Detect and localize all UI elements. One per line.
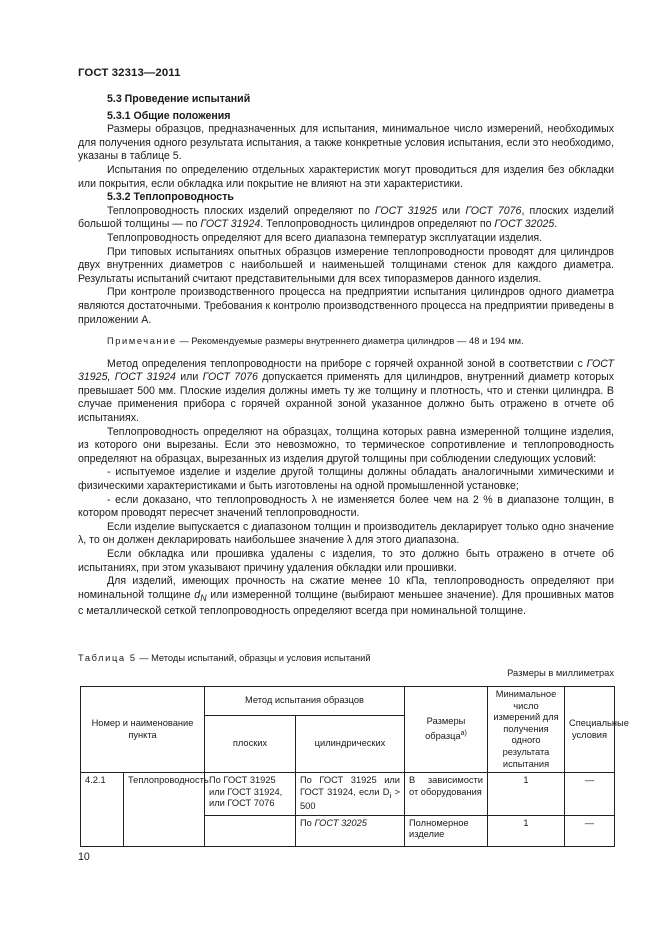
table-header-row bbox=[81, 687, 615, 716]
note bbox=[78, 335, 614, 349]
paragraph: Если обкладка или прошивка удалены с изделия, то это должно быть отражено в отчете об испытаниях, при этом указывают причину удаления обкладки или прошивки. bbox=[78, 548, 614, 574]
paragraph: Размеры образцов, предназначенных для испытания, минимальное число измерений, необходимых для получения одного результата испытания, а также конкретные условия испытания, если это необходимо, указаны в таблице 5. bbox=[78, 123, 614, 163]
table-units: Размеры в миллиметрах bbox=[507, 668, 614, 678]
document-body bbox=[78, 93, 614, 619]
variable-subscript: N bbox=[200, 592, 207, 603]
header-flat: плоских bbox=[205, 716, 296, 773]
cell-cyl-method: По ГОСТ 31925 или ГОСТ 31924, если $D_i > 500$ bbox=[296, 773, 405, 816]
standard-ref: ГОСТ 7076 bbox=[202, 371, 258, 384]
paragraph: Теплопроводность плоских изделий определяют по ГОСТ 31925 или ГОСТ 7076, плоских изделий большой толщины — по ГОСТ 31924. Теплопроводность цилиндров определяют по ГОСТ 32025. bbox=[78, 204, 614, 231]
paragraph: Испытания по определению отдельных характеристик могут проводиться для изделия без обкладки или покрытия, если обкладка или покрытие не влияют на эти характеристики. bbox=[78, 163, 614, 190]
methods-table bbox=[80, 686, 629, 847]
list-item: - испытуемое изделие и изделие другой толщины должны обладать аналогичными химическими и физическими характеристиками и быть изготовлены на одной промышленной установке; bbox=[78, 466, 614, 493]
cell-cyl-method: По ГОСТ 32025 bbox=[296, 815, 405, 846]
list-item: - если доказано, что теплопроводность λ не изменяется более чем на 2 % в диапазоне толщин, в котором проводят пересчет значений теплопроводности. bbox=[78, 493, 614, 520]
standard-ref: ГОСТ 31925 bbox=[375, 204, 438, 217]
table-caption-label: Таблица 5 bbox=[78, 653, 137, 663]
table-row bbox=[81, 773, 615, 816]
header-item: Номер и наименование пункта bbox=[81, 687, 205, 773]
header-method: Метод испытания образцов bbox=[205, 687, 405, 716]
cell-min-measurements: 1 bbox=[488, 773, 565, 816]
header-size: Размеры образца$^{а)}$ bbox=[405, 687, 488, 773]
paragraph: При контроле производственного процесса на предприятии испытания цилиндров одного диаметра являются достаточными. Требования к контролю производственного процесса на предприятии приведены в приложении А. bbox=[78, 286, 614, 326]
section-title-5-3-2: 5.3.2 Теплопроводность bbox=[107, 191, 234, 204]
note-label: Примечание bbox=[107, 336, 177, 347]
paragraph: Теплопроводность определяют для всего диапазона температур эксплуатации изделия. bbox=[107, 231, 543, 244]
paragraph: При типовых испытаниях опытных образцов измерение теплопроводности проводят для цилиндров двух внутренних диаметров с наибольшей и наименьшей толщинами стенок для каждого диаметра. Результаты испытаний считают представительными для всех типоразмеров данного изделия. bbox=[78, 245, 614, 285]
page-number: 10 bbox=[78, 851, 90, 863]
variable-d: d bbox=[194, 588, 201, 601]
standard-ref: ГОСТ 7076 bbox=[465, 204, 522, 217]
header-cylindrical: цилиндрических bbox=[296, 716, 405, 773]
section-title-5-3: 5.3 Проведение испытаний bbox=[107, 93, 251, 105]
table-caption bbox=[78, 653, 371, 663]
standard-ref: ГОСТ 32025 bbox=[314, 817, 367, 828]
paragraph: Если изделие выпускается с диапазоном толщин и производитель декларирует только одно значение λ, то он должен декларировать наибольшее значение λ для этого диапазона. bbox=[78, 520, 614, 547]
cell-special-conditions: — bbox=[565, 815, 615, 846]
paragraph: Теплопроводность определяют на образцах, толщина которых равна измеренной толщине изделия, из которого они вырезаны. Если это невозможно, то термическое сопротивление и теплопроводность определяют на образцах, вырезанных из изделия другой толщины при соблюдении следующих условий: bbox=[78, 425, 614, 465]
table-caption-text: — Методы испытаний, образцы и условия испытаний bbox=[136, 653, 371, 663]
standard-ref: ГОСТ 31925, ГОСТ 31924 bbox=[78, 357, 614, 384]
cell-flat-method: По ГОСТ 31925 или ГОСТ 31924, или ГОСТ 7076 bbox=[205, 773, 296, 816]
cell-size: В зависимости от оборудования bbox=[405, 773, 488, 816]
header-min-measurements: Минимальное число измерений для получения одного результата испытания bbox=[488, 687, 565, 773]
paragraph: Метод определения теплопроводности на приборе с горячей охранной зоной в соответствии с ГОСТ 31925, ГОСТ 31924 или ГОСТ 7076 допускается применять для цилиндров, внутренний диаметр которых превышает 500 мм. Плоские изделия должны иметь ту же толщину и плотность, что и стенки цилиндра. В случае применения прибора с горячей охранной зоной указанное должно быть отражено в отчете об испытаниях. bbox=[78, 357, 615, 425]
standard-ref: ГОСТ 31924 bbox=[200, 218, 261, 231]
cell-size: Полномерное изделие bbox=[405, 815, 488, 846]
section-title-5-3-1: 5.3.1 Общие положения bbox=[107, 109, 231, 122]
cell-item-name: Теплопроводность bbox=[124, 773, 205, 847]
header-special-conditions: Специальные условия bbox=[565, 687, 615, 773]
paragraph: Для изделий, имеющих прочность на сжатие менее 10 кПа, теплопроводность определяют при номинальной толщине $d_N$ или измеренной толщине (выбирают меньшее значение). Для прошивных матов с металлической сеткой теплопроводность определяют всегда при номинальной толщине. bbox=[78, 575, 614, 618]
document-header: ГОСТ 32313—2011 bbox=[78, 67, 181, 79]
cell-min-measurements: 1 bbox=[488, 815, 565, 846]
standard-ref: ГОСТ 32025 bbox=[494, 218, 555, 231]
note-text: — Рекомендуемые размеры внутреннего диаметра цилиндров — 48 и 194 мм. bbox=[176, 336, 524, 347]
cell-flat-method bbox=[205, 815, 296, 846]
cell-special-conditions: — bbox=[565, 773, 615, 816]
cell-item-number: 4.2.1 bbox=[81, 773, 124, 847]
